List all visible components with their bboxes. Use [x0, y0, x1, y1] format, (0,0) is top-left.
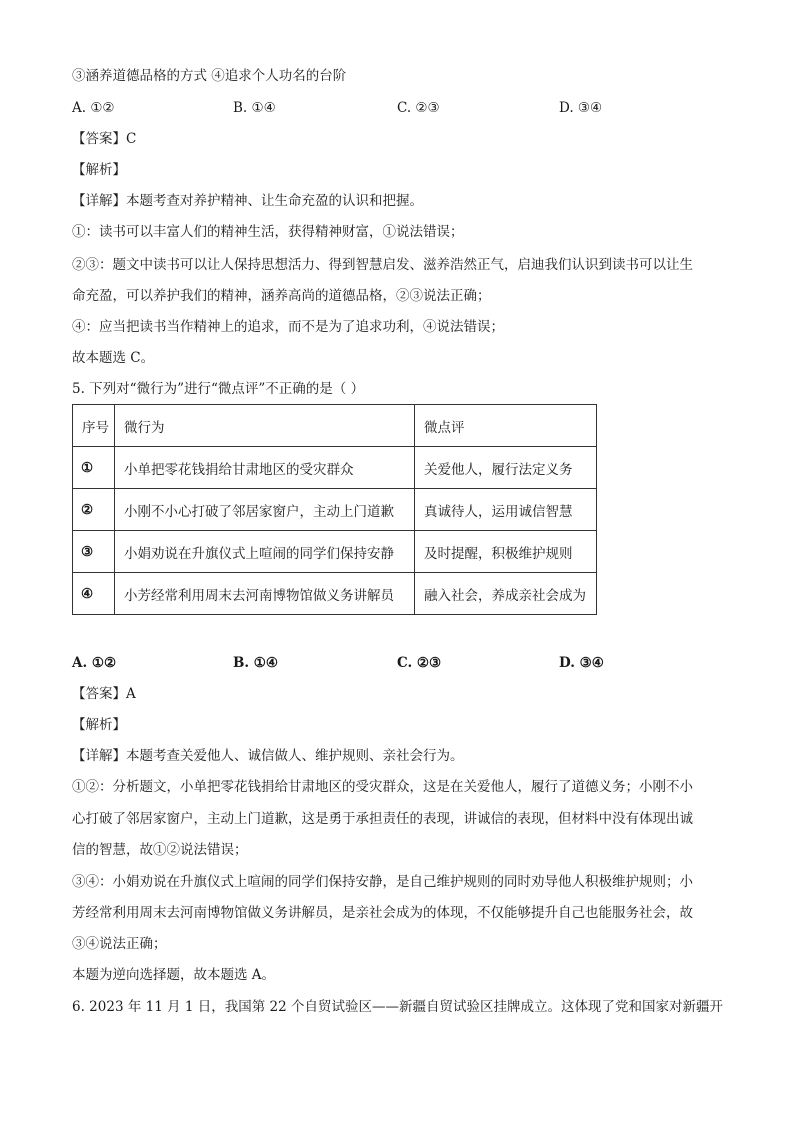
q5-option-b: B. ①④	[233, 655, 279, 671]
row-behavior: 小单把零花钱捐给甘肃地区的受灾群众	[115, 447, 415, 489]
q4-answer: 【答案】C	[72, 131, 137, 147]
q5-answer: 【答案】A	[72, 686, 136, 702]
row-index: ④	[73, 573, 115, 615]
q4-option-d: D. ③④	[559, 100, 603, 116]
q4-explanation-line: 命充盈，可以养护我们的精神，涵养高尚的道德品格，②③说法正确；	[72, 288, 491, 304]
row-behavior: 小芳经常利用周末去河南博物馆做义务讲解员	[115, 573, 415, 615]
row-index: ③	[73, 531, 115, 573]
row-behavior: 小刚不小心打破了邻居家窗户，主动上门道歉	[115, 489, 415, 531]
q5-explanation-line: 本题为逆向选择题，故本题选 A。	[72, 967, 276, 983]
table-row	[73, 573, 597, 615]
q5-explanation-line: ①②：分析题文，小单把零花钱捐给甘肃地区的受灾群众，这是在关爱他人，履行了道德义务；小刚不小	[72, 779, 693, 795]
q5-options	[72, 654, 722, 672]
q5-explanation-line: 【详解】本题考查关爱他人、诚信做人、维护规则、亲社会行为。	[72, 748, 464, 764]
q4-option-a: A. ①②	[72, 100, 115, 116]
table-header-comment: 微点评	[415, 405, 597, 447]
q5-option-c: C. ②③	[397, 655, 442, 671]
q5-analysis-label: 【解析】	[72, 717, 126, 733]
q5-explanation-line: ③④说法正确；	[72, 936, 167, 952]
row-index: ①	[73, 447, 115, 489]
q5-explanation-line: ③④：小娟劝说在升旗仪式上喧闹的同学们保持安静，是自己维护规则的同时劝导他人积极维护规则；小	[72, 874, 693, 890]
row-comment: 及时提醒，积极维护规则	[415, 531, 597, 573]
q4-analysis-label: 【解析】	[72, 162, 126, 178]
q6-stem: 6. 2023 年 11 月 1 日，我国第 22 个自贸试验区——新疆自贸试验区挂牌成立。这体现了党和国家对新疆开	[72, 999, 724, 1015]
table-header-index: 序号	[73, 405, 115, 447]
q4-statements-line: ③涵养道德品格的方式 ④追求个人功名的台阶	[72, 68, 347, 84]
q4-option-b: B. ①④	[233, 100, 276, 116]
q5-explanation-line: 信的智慧，故①②说法错误；	[72, 842, 248, 858]
table-header-behavior: 微行为	[115, 405, 415, 447]
table-row	[73, 447, 597, 489]
row-behavior: 小娟劝说在升旗仪式上喧闹的同学们保持安静	[115, 531, 415, 573]
q4-explanation-line: ①：读书可以丰富人们的精神生活，获得精神财富，①说法错误；	[72, 224, 464, 240]
q5-option-d: D. ③④	[559, 655, 604, 671]
row-index: ②	[73, 489, 115, 531]
table-header-row	[73, 405, 597, 447]
q5-explanation-line: 芳经常利用周末去河南博物馆做义务讲解员，是亲社会成为的体现，不仅能够提升自己也能服务社会，故	[72, 905, 693, 921]
table-row	[73, 489, 597, 531]
row-comment: 真诚待人，运用诚信智慧	[415, 489, 597, 531]
q4-explanation-line: 【详解】本题考查对养护精神、让生命充盈的认识和把握。	[72, 193, 423, 209]
row-comment: 关爱他人，履行法定义务	[415, 447, 597, 489]
q4-explanation-line: ②③：题文中读书可以让人保持思想活力、得到智慧启发、滋养浩然正气，启迪我们认识到读书可以让生	[72, 257, 693, 273]
q5-explanation-line: 心打破了邻居家窗户，主动上门道歉，这是勇于承担责任的表现，讲诚信的表现，但材料中没有体现出诚	[72, 811, 693, 827]
q4-options	[72, 99, 722, 117]
table-row	[73, 531, 597, 573]
micro-behavior-table	[72, 404, 597, 615]
q4-explanation-line: ④：应当把读书当作精神上的追求，而不是为了追求功利，④说法错误；	[72, 319, 504, 335]
q4-explanation-line: 故本题选 C。	[72, 350, 155, 366]
row-comment: 融入社会，养成亲社会成为	[415, 573, 597, 615]
q5-option-a: A. ①②	[72, 655, 117, 671]
q5-stem: 5. 下列对“微行为”进行“微点评”不正确的是（ ）	[72, 381, 365, 397]
q4-option-c: C. ②③	[397, 100, 440, 116]
